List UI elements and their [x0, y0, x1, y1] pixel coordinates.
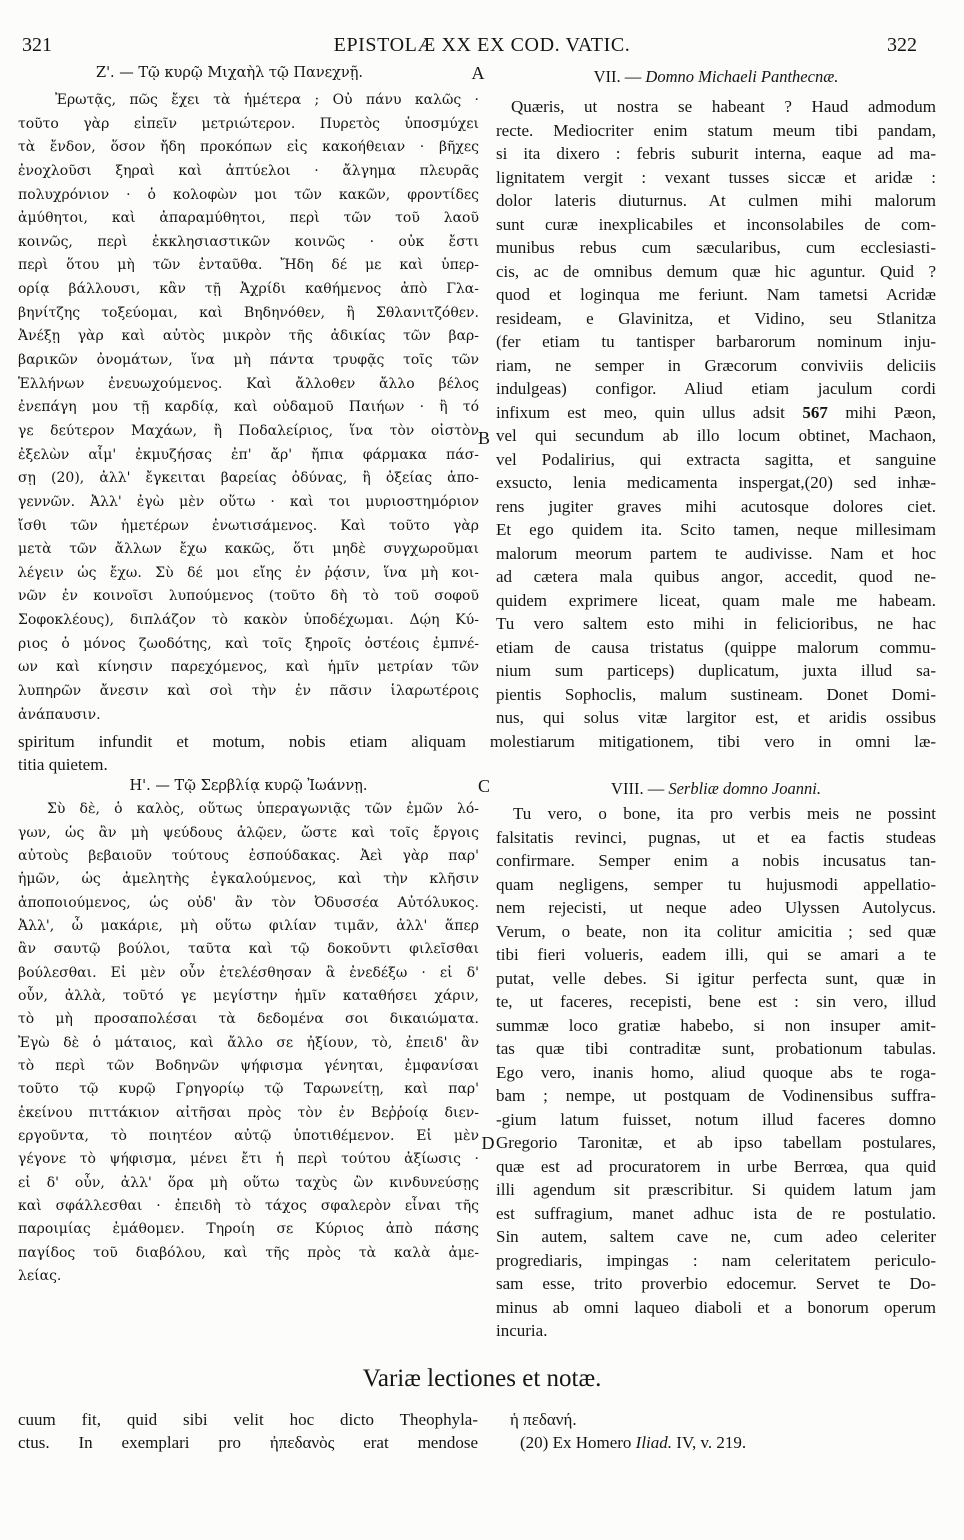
latin-text-line: quidem exprimere liceat, quam male me habeam. — [496, 590, 936, 610]
greek-text-line: γων, ὡς ἂν μὴ ψεύδους ἁλῷεν, ὥστε καὶ τοῖς ἔργοις — [18, 824, 479, 841]
greek-text-line: ἴσθι τῶν ἡμετέρων ἐνωτισάμενος. Καὶ τοῦτο γὰρ — [18, 517, 479, 534]
text-segment: mihi Pæon, — [827, 402, 936, 422]
note-text-line: ctus. In exemplari pro ἠπεδανὸς erat mendose — [18, 1433, 478, 1452]
latin-text-line: etiam de causa tristatus (quippe malorum commu- — [496, 637, 936, 657]
greek-text-line: βηνίτζης τοξεύομαι, καὶ Βηδηνόθεν, ἢ Σθλανιτζόθεν. — [18, 304, 479, 321]
greek-column-letter-viii — [18, 798, 479, 1288]
greek-text-line: λείας. — [18, 1268, 62, 1285]
notes-left-column — [18, 1408, 478, 1454]
latin-full-width-continuation — [18, 731, 936, 776]
greek-text-line: ριος ὁ μόνος ζωοδότης, καὶ τοῖς ξηροῖς ὀστέοις ἐμπνέ- — [18, 635, 479, 652]
greek-text-line: ων καὶ κίνησιν παρεχόμενος, καὶ ἡμῖν μετρίαν τῶν — [18, 659, 479, 676]
latin-text-line: vel qui secundum ab illo locum obtinet, Machaon, — [496, 426, 936, 446]
italic-text: Iliad. — [635, 1433, 673, 1452]
latin-text-line: illi agendum sit præscribitur. Si quidem latum jam — [496, 1180, 936, 1200]
latin-text-line: bam ; nempe, ut postquam de Vodinensibus suffra- — [496, 1086, 936, 1106]
latin-text-line: dolor lateris diuturnus. At culmen mihi malorum — [496, 191, 936, 211]
latin-text-line: resideam, e Glavinitza, et Vidino, seu Stlanitza — [496, 308, 936, 328]
latin-heading-letter-viii — [496, 778, 936, 800]
latin-text-line: Et ego quidem ita. Scito tamen, neque millesimam — [496, 520, 936, 540]
latin-text-line: si ita dixero : febris suburit interna, eaque ad ma- — [496, 144, 936, 164]
greek-text-line: εἰ δ' οὖν, ἀλλ' ὅρα μὴ οὕτω ταχὺς ὢν κινδυνεύσῃς — [18, 1174, 479, 1191]
latin-text-line: munibus rebus cum sæcularibus, cum ecclesiasti- — [496, 238, 936, 258]
note-text-line: ἡ πεδανή. — [510, 1410, 577, 1429]
margin-letter-b: B — [477, 428, 490, 448]
greek-text-line: ἐκείνου πιττάκιον αἰτῆσαι πρὸς τὸν ἐν Βεῤῥοίᾳ διεν- — [18, 1104, 479, 1121]
latin-heading-number: VII. — — [593, 67, 646, 86]
greek-text-line: καὶ σφάλλεσθαι · ἐπειδὴ τὸ τάχος σφαλερὸν εἶναι τῆς — [18, 1198, 479, 1215]
greek-text-line: τοῦτο τῷ κυρῷ Γρηγορίῳ τῷ Ταρωνείτῃ, καὶ παρ' — [18, 1081, 479, 1098]
greek-text-line: Σὺ δὲ, ὁ καλὸς, οὕτως ὑπεραγωνιᾷς τῶν ἐμῶν λό- — [47, 801, 479, 818]
greek-text-line: Ἀλλ', ὦ μακάριε, μὴ οὕτω φιλίαν τιμᾶν, ἀλλ' ἅπερ — [18, 918, 479, 935]
greek-text-line: εργοῦντα, τὸ ποιητέον αὐτῷ ὑποτιθέμενον. Εἰ μὲν — [18, 1128, 479, 1145]
greek-text-line: Ἑλλήνων ἐνευωχούμενος. Καὶ ἄλλοθεν ἄλλο βέλος — [18, 375, 479, 392]
greek-text-line: γε δεύτερον Μαχάων, ἢ Ποδαλείριος, ἵνα τὸν οἰστὸν — [18, 422, 479, 439]
note-text-line — [510, 1431, 930, 1454]
latin-text-line: Sin autem, saltem cave ne, cum adeo celeriter — [496, 1227, 936, 1247]
greek-text-line: μετὰ τῶν ἄλλων ἔχω κακῶς, ὅτι μηδὲ συγχωροῦμαι — [18, 541, 479, 558]
latin-heading-number: VIII. — — [611, 779, 669, 798]
greek-text-line: Ἐρωτᾷς, πῶς ἔχει τὰ ἡμέτερα ; Οὐ πάνυ καλῶς · — [55, 92, 479, 108]
greek-text-line: γεννῶν. Ἀλλ' ἐγὼ μὲν οὕτω · καὶ τοι μυριοστημόριον — [18, 493, 479, 510]
greek-text-line: τὸ περὶ τῶν Βοδηνῶν ψήφισμα γένηται, ἐμφανίσαι — [18, 1058, 479, 1075]
latin-text-line: ad cætera mala quibus angor, accedit, quod ne- — [496, 567, 936, 587]
page-number-right: 322 — [887, 34, 917, 56]
greek-text-line: τὰ ἔνδον, ὅσον ἤδη προκόπων εἰς κακοήθειαν · βῆχες — [18, 139, 479, 156]
greek-text-line: πολυχρόνιον · ὁ κολοφὼν μοι τῶν κακῶν, φροντίδες — [18, 186, 479, 203]
page-number-left: 321 — [22, 34, 52, 56]
greek-text-line: βούλεσθαι. Εἰ μὲν οὖν ἐτελέσθησαν ἃ ἐνεδέξω · εἰ δ' — [18, 964, 479, 981]
latin-text-line: spiritum infundit et motum, nobis etiam aliquam molestiarum mitigationem, tibi vero in omni læ- — [18, 732, 936, 751]
greek-text-line: αὐτοὺς βεβαιοῦν τούτους ἐσπούδακας. Ἀεὶ γὰρ παρ' — [18, 847, 479, 864]
margin-letter-d: D — [481, 1133, 495, 1153]
latin-text-line — [496, 401, 936, 425]
latin-text-line: nus, qui solus vitæ largitor est, et aridis ossibus — [496, 708, 936, 728]
greek-text-line: ἂν σαυτῷ βούλοι, ταῦτα καὶ τῷ δοκοῦντι φιλεῖσθαι — [18, 941, 479, 958]
greek-heading-letter-viii: Η'. — Τῷ Σερβλίᾳ κυρῷ Ἰωάννῃ. — [129, 778, 368, 794]
greek-text-line: Ἐγὼ δὲ ὁ μάταιος, καὶ ἄλλο σε ἠξίουν, τὸ, ἐπειδ' ἂν — [18, 1034, 479, 1051]
greek-text-line: παροιμίας ἐμάθομεν. Τηροίη σε Κύριος ἀπὸ πάσης — [18, 1221, 479, 1238]
latin-text-line: quæ est ad procuratorem in urbe Berrœa, qua quid — [496, 1156, 936, 1176]
greek-text-line: τὸ μὴ προσαπολέσαι τὰ δεδομένα σοι δικαιώματα. — [18, 1011, 479, 1028]
note-text-line: cuum fit, quid sibi velit hoc dicto Theophyla- — [18, 1410, 478, 1429]
text-segment: (20) Ex Homero — [520, 1433, 636, 1452]
latin-text-line: Ego vero, inanis homo, aliud quoque abs te roga- — [496, 1062, 936, 1082]
greek-text-line: Ἀνέξῃ γὰρ καὶ αὐτὸς μικρὸν τῆς ἀδικίας τῶν βαρ- — [18, 328, 479, 345]
latin-text-line: progrediaris, impingas : nam celeritatem periculo- — [496, 1250, 936, 1270]
latin-column-letter-viii — [496, 802, 936, 1343]
latin-text-line: te, ut faceres, recepisti, bene est : sin vero, illud — [496, 992, 936, 1012]
greek-column-letter-vii — [18, 89, 479, 727]
latin-text-line: putat, velle debes. Si igitur perfecta sunt, quæ in — [496, 968, 936, 988]
greek-text-line: οὖν, ἀλλὰ, τοῦτό γε μεγίστην ἡμῖν καταθήσει χάριν, — [18, 988, 479, 1005]
greek-text-line: ορίᾳ βάλλουσι, κἂν τῇ Ἀχρίδι καθήμενος ἀπὸ Γλα- — [18, 281, 479, 298]
latin-text-line: lignitatem vergit : vexant tusses siccæ et aridæ : — [496, 167, 936, 187]
margin-letter-c: C — [477, 776, 490, 796]
latin-text-line: riam, ne semper in Græcorum conviviis deliciis — [496, 355, 936, 375]
running-title: EPISTOLÆ XX EX COD. VATIC. — [333, 34, 631, 56]
latin-text-line: nem rejecisti, ut neque adeo Ulyssen Autolycus. — [496, 898, 936, 918]
greek-text-line: ἀμύθητοι, καὶ ἀπαραμύθητοι, περὶ τῶν τοῦ λαοῦ — [18, 210, 479, 227]
latin-text-line: Tu vero, o bone, ita pro verbis meis ne possint — [513, 804, 936, 824]
latin-text-line: (fer etiam tu tantisper barbarorum nominum inju- — [496, 332, 936, 352]
text-segment: infixum est meo, quin ullus adsit — [496, 402, 803, 422]
bold-text: 567 — [802, 402, 828, 422]
latin-text-line: pientis Sophoclis, malum sustineam. Donet Domi- — [496, 684, 936, 704]
latin-text-line: Verum, o beate, non ita colitur amicitia ; sed quæ — [496, 921, 936, 941]
greek-text-line: περὶ ὅτου μὴ τῶν ἐνταῦθα. Ἤδη δέ με καὶ ὑπερ- — [18, 257, 479, 274]
latin-text-line: confirmare. Semper enim a nobis incusatus tan- — [496, 851, 936, 871]
latin-text-line: exsucto, lenia medicamenta inspergat,(20) sed inhæ- — [496, 473, 936, 493]
text-segment: IV, v. 219. — [672, 1433, 747, 1452]
greek-text-line: γέγονε τὸ ψήφισμα, μένει ἔτι ἡ περὶ τούτου ἀξίωσις · — [18, 1151, 479, 1168]
greek-text-line: ἐνοχλοῦσι ξηραὶ καὶ ἀπτύελοι · ἄλγημα πλευρᾶς — [18, 162, 479, 179]
latin-text-line: nium sum particeps) duplicatum, juxta illud sa- — [496, 661, 936, 681]
greek-text-line: κοινῶς, περὶ ἐκκλησιαστικῶν κοινῶς · οὐκ ἔστι — [18, 233, 479, 250]
latin-text-line: sunt curæ inexplicabiles et inconsolabiles de com- — [496, 214, 936, 234]
greek-text-line: λυπηρῶν ἄνεσιν καὶ σοὶ τὴν ἐν πᾶσιν ἱλαρωτέροις — [18, 683, 479, 700]
latin-text-line: vel Podalirius, qui extracta sagitta, et sanguine — [496, 449, 936, 469]
latin-text-line: malorum meorum partem te audivisse. Nam et hoc — [496, 543, 936, 563]
latin-text-line: titia quietem. — [18, 754, 108, 774]
greek-text-line: λέγειν ὡς ἔχω. Σὺ δέ μοι εἴης ἐν ῥᾴσιν, ἵνα μὴ κοι- — [18, 564, 479, 581]
greek-text-line: βαρικῶν ὀνομάτων, ἵνα μὴ πάντα τρυφᾷς τοῖς τῶν — [18, 352, 479, 369]
latin-text-line: quam negligens, semper tu hujusmodi appellatio- — [496, 874, 936, 894]
latin-text-line: Tu vero saltem esto mihi in felicioribus, ne hac — [496, 614, 936, 634]
latin-text-line: rens jugiter graves mihi acutosque dolores ciet. — [496, 496, 936, 516]
latin-text-line: Quæris, ut nostra se habeant ? Haud admodum — [511, 97, 936, 117]
greek-text-line: Σοφοκλέους), διπλάζον τὸ κακὸν ὑποδέχωμαι. Δῴη Κύ- — [18, 612, 479, 629]
notes-right-column — [510, 1408, 930, 1454]
latin-text-line: sam esse, trito proverbio edocemur. Servet te Do- — [496, 1274, 936, 1294]
greek-text-line: ἀποποιούμενος, ὡς οὐδ' ἂν τὸν Ὀδυσσέα Αὐτόλυκος. — [18, 894, 479, 911]
greek-text-line: τοῦτο γὰρ εἰπεῖν μετριώτερον. Πυρετὸς ὑποσμύχει — [18, 115, 479, 132]
latin-text-line: incuria. — [496, 1321, 548, 1341]
latin-text-line: indulgeas) configor. Aliud etiam jaculum cordi — [496, 379, 936, 399]
latin-text-line: falsitatis revinci, pugnas, ut et ea factis studeas — [496, 827, 936, 847]
greek-text-line: παγίδος τοῦ διαβόλου, καὶ τῆς πρὸς τὰ καλὰ ἀμε- — [18, 1244, 479, 1261]
latin-text-line: recte. Mediocriter enim statum meum tibi pandam, — [496, 120, 936, 140]
greek-heading-letter-vii: Ζ'. — Τῷ κυρῷ Μιχαὴλ τῷ Πανεχνῇ. — [96, 65, 364, 81]
latin-heading-title: Serbliæ domno Joanni. — [668, 779, 821, 798]
margin-letter-a: A — [471, 63, 485, 83]
latin-text-line: -gium latum fuisset, notum illud faceres domno — [496, 1109, 936, 1129]
greek-text-line: νῶν ἐν κοινοῖσι λυπούμενος (τοῦτο δὴ τὸ τοῦ σοφοῦ — [18, 588, 479, 605]
latin-text-line: summæ loco gratiæ habebo, si non insuper amit- — [496, 1015, 936, 1035]
latin-text-line: Gregorio Taronitæ, et ab ipso tabellam postulares, — [496, 1133, 936, 1153]
latin-heading-title: Domno Michaeli Panthecnæ. — [645, 67, 839, 86]
latin-text-line: cis, ac de omnibus demum quæ hic aguntur. Quid ? — [496, 261, 936, 281]
latin-text-line: minus ab omni laqueo diaboli et a bonorum operum — [496, 1297, 936, 1317]
greek-text-line: ἀνάπαυσιν. — [18, 706, 101, 723]
latin-text-line: tas quæ tibi contraditæ sunt, probationum tabulas. — [496, 1039, 936, 1059]
latin-text-line: tibi fieri volueris, eadem illi, qui se amari a te — [496, 945, 936, 965]
greek-text-line: ἐξελὼν αἷμ' ἐκμυζήσας ἐπ' ἄρ' ἤπια φάρμακα πάσ- — [18, 446, 479, 463]
latin-heading-letter-vii — [496, 66, 936, 88]
latin-text-line: est suffragium, manet adhuc ista de re postulatio. — [496, 1203, 936, 1223]
latin-text-line: quod et loginqua me feriunt. Nam tametsi Acridæ — [496, 285, 936, 305]
notes-heading: Variæ lectiones et notæ. — [362, 1365, 602, 1392]
greek-text-line: σῃ (20), ἀλλ' ἔγκειται βαρείας ὀδύνας, ἢ ὀξείας ἀπο- — [18, 470, 479, 487]
latin-column-letter-vii — [496, 95, 936, 730]
greek-text-line: ἐνεπάγη μου τῇ καρδίᾳ, καὶ οὐδαμοῦ Παιήων · ἢ τό — [18, 399, 479, 416]
greek-text-line: ἡμῶν, ὡς ἀμελητὴς ἐγκαλούμενος, καὶ τὴν κλῆσιν — [18, 871, 479, 888]
